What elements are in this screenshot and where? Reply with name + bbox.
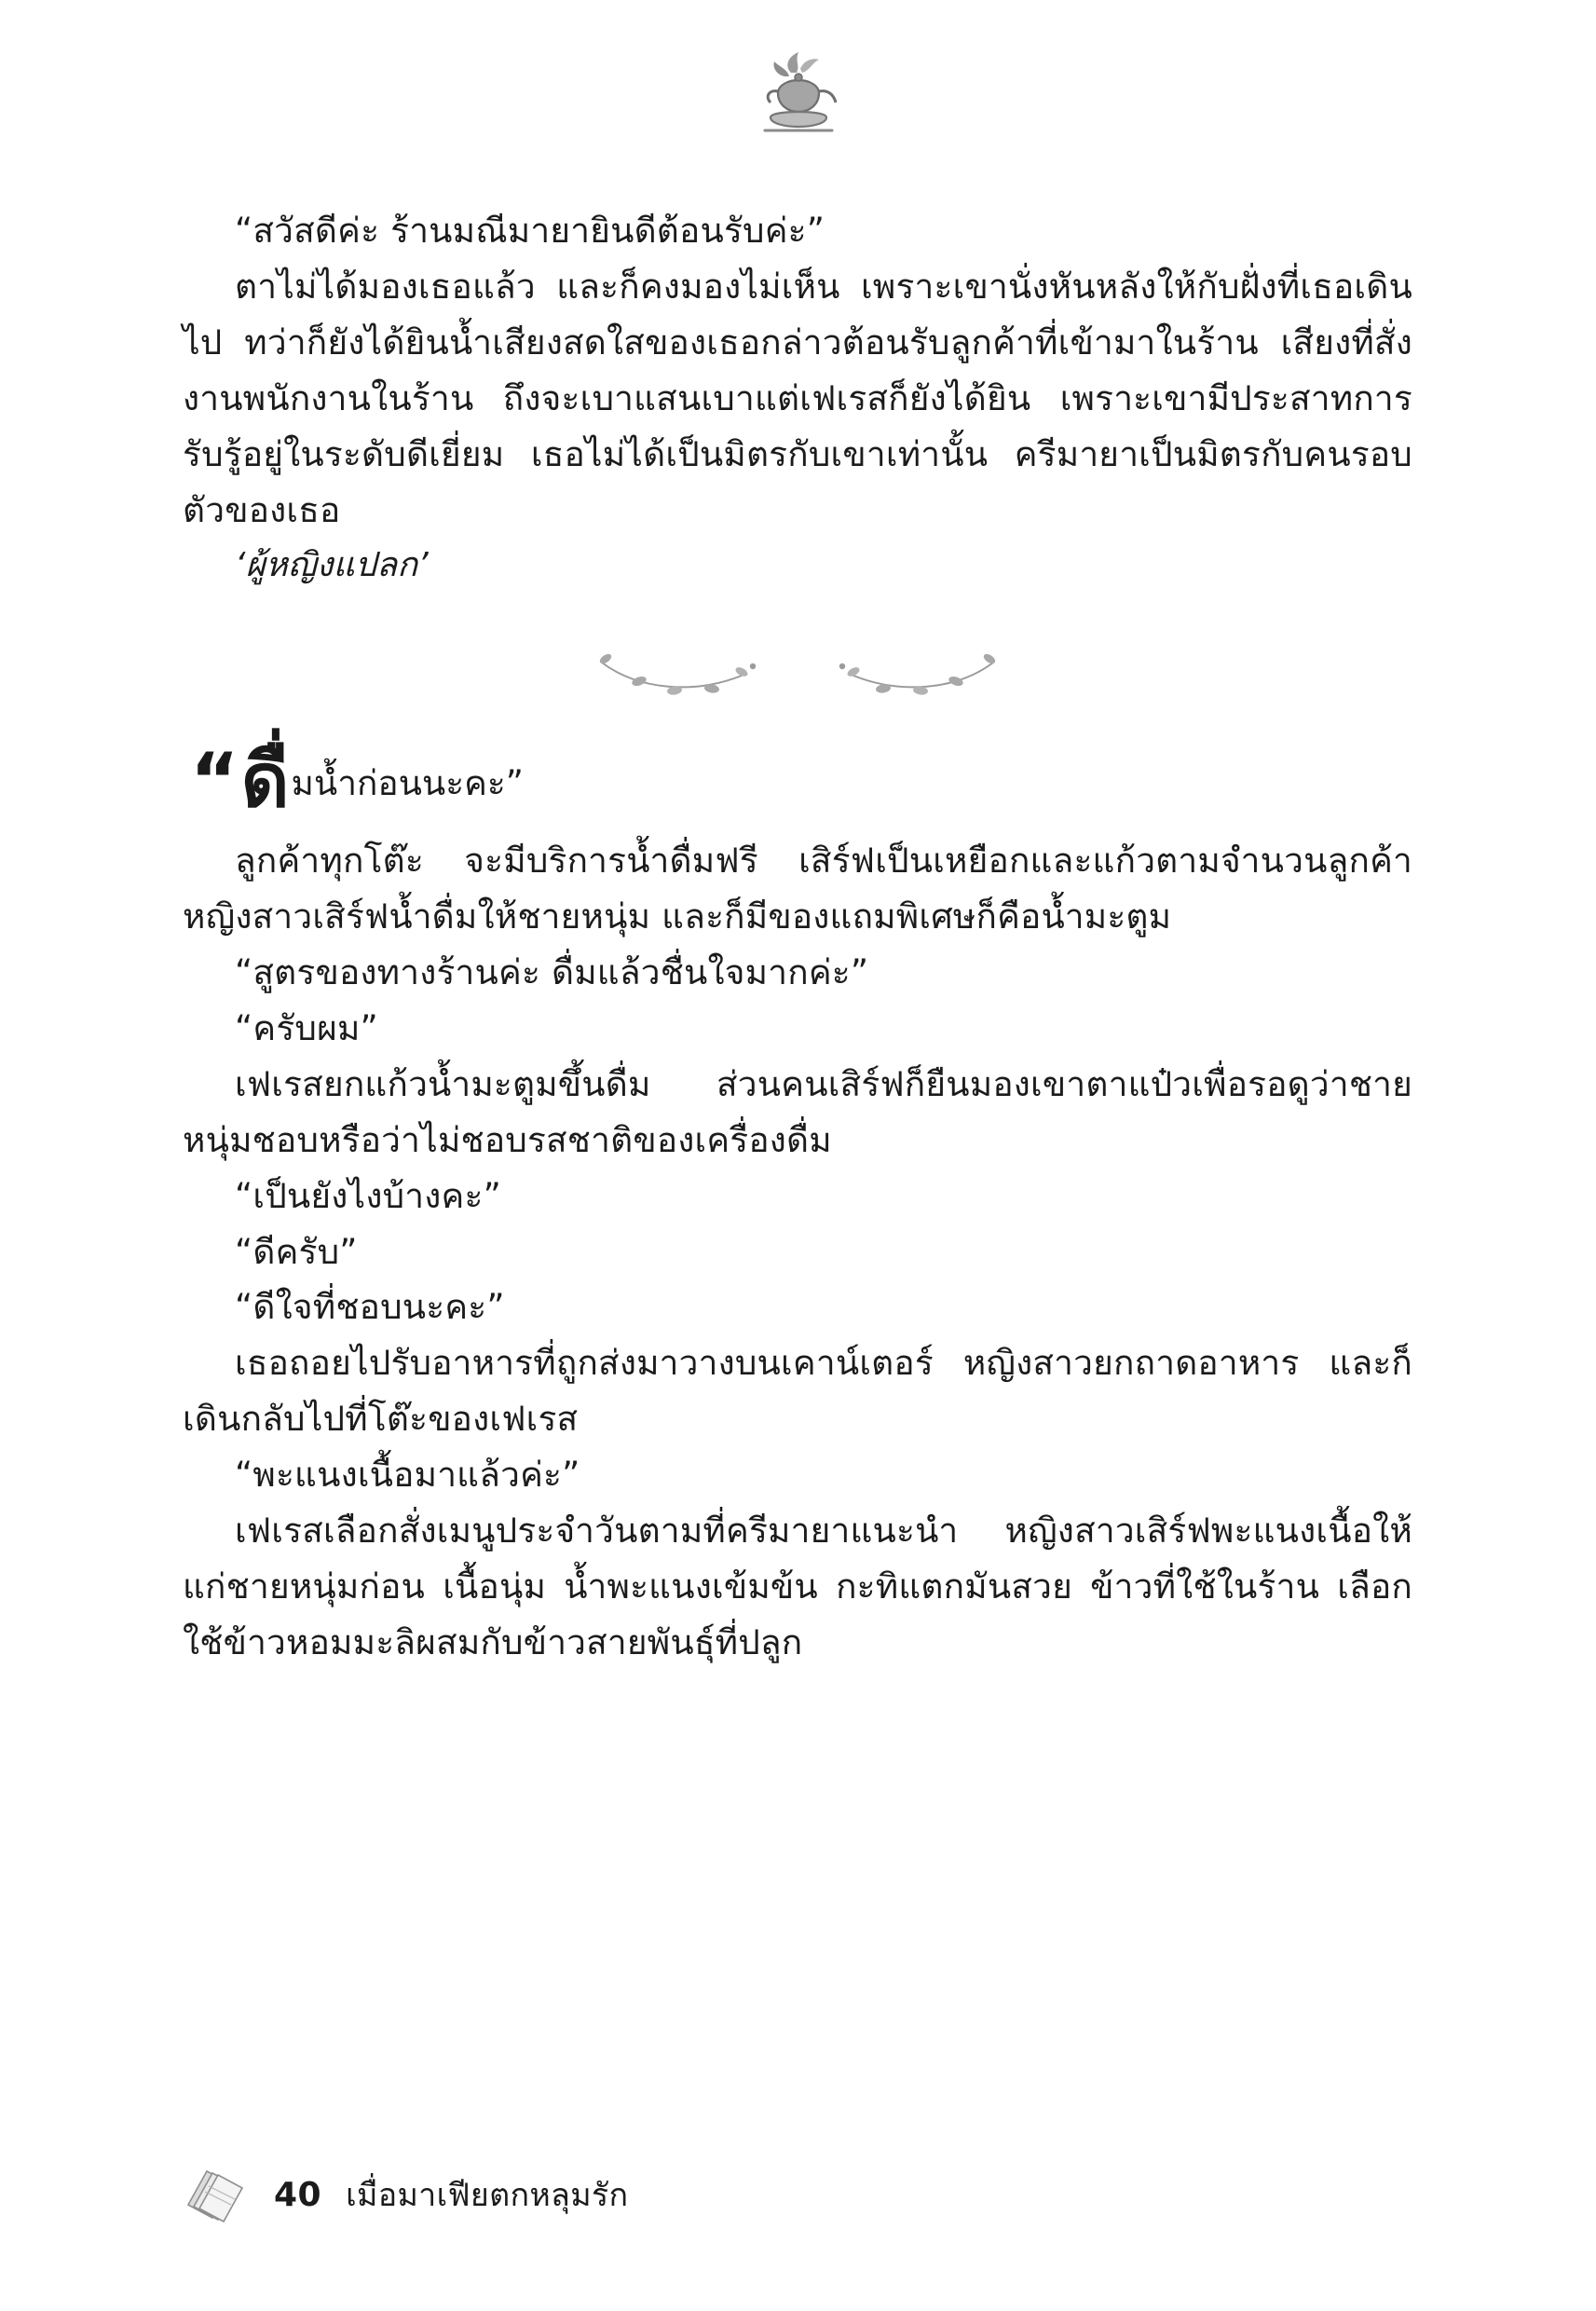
paragraph-10: “ดีใจที่ชอบนะคะ” bbox=[235, 1287, 505, 1328]
page-content bbox=[183, 203, 1412, 1671]
paragraph-12: “พะแนงเนื้อมาแล้วค่ะ” bbox=[235, 1455, 580, 1496]
paragraph-5: “สูตรของทางร้านค่ะ ดื่มแล้วชื่นใจมากค่ะ” bbox=[235, 951, 869, 992]
floral-vine-divider-icon bbox=[583, 650, 1012, 705]
header-ornament bbox=[0, 45, 1596, 147]
dropcap-line bbox=[183, 736, 1412, 824]
dropcap-letter: ดื่ bbox=[240, 736, 290, 824]
paragraph-11: เธอถอยไปรับอาหารที่ถูกส่งมาวางบนเคาน์เตอร์ หญิงสาวยกถาดอาหาร และก็เดินกลับไปที่โต๊ะของเฟเรส bbox=[183, 1343, 1412, 1440]
paragraph-13: เฟเรสเลือกสั่งเมนูประจำวันตามที่ครีมายาแนะนำ หญิงสาวเสิร์ฟพะแนงเนื้อให้แก่ชายหนุ่มก่อน เนื้อนุ่ม น้ำพะแนงเข้มข้น กะทิแตกมันสวย ข้าวที่ใช้ในร้าน เลือกใช้ข้าวหอมมะลิผสมกับข้าวสายพันธุ์ที่ปลูก bbox=[183, 1511, 1412, 1663]
footer-book-title: เมื่อมาเฟียตกหลุมรัก bbox=[346, 2177, 629, 2214]
dropcap-paragraph bbox=[183, 736, 1412, 833]
paragraph-7: เฟเรสยกแก้วน้ำมะตูมขึ้นดื่ม ส่วนคนเสิร์ฟก็ยืนมองเขาตาแป๋วเพื่อรอดูว่าชายหนุ่มชอบหรือว่าไม่ชอบรสชาติของเครื่องดื่ม bbox=[183, 1063, 1412, 1160]
teapot-ornament-icon bbox=[743, 45, 854, 147]
section-divider bbox=[183, 645, 1412, 710]
dropcap-rest: มน้ำก่อนนะคะ” bbox=[291, 762, 524, 803]
paragraph-1: “สวัสดีค่ะ ร้านมณีมายายินดีต้อนรับค่ะ” bbox=[235, 211, 825, 251]
stacked-papers-icon bbox=[183, 2164, 250, 2225]
paragraph-8: “เป็นยังไงบ้างคะ” bbox=[235, 1175, 501, 1216]
dropcap-quote: “ bbox=[190, 736, 239, 824]
paragraph-4: ลูกค้าทุกโต๊ะ จะมีบริการน้ำดื่มฟรี เสิร์ฟเป็นเหยือกและแก้วตามจำนวนลูกค้า หญิงสาวเสิร์ฟน้ำดื่มให้ชายหนุ่ม และก็มีของแถมพิเศษก็คือน้ำมะตูม bbox=[183, 840, 1412, 937]
footer-page-number: 40 bbox=[274, 2175, 322, 2214]
paragraph-6: “ครับผม” bbox=[235, 1007, 378, 1048]
paragraph-2: ตาไม่ได้มองเธอแล้ว และก็คงมองไม่เห็น เพราะเขานั่งหันหลังให้กับฝั่งที่เธอเดินไป ทว่าก็ยังได้ยินน้ำเสียงสดใสของเธอกล่าวต้อนรับลูกค้าที่เข้ามาในร้าน เสียงที่สั่งงานพนักงานในร้าน ถึงจะเบาแสนเบาแต่เฟเรสก็ยังได้ยิน เพราะเขามีประสาทการรับรู้อยู่ในระดับดีเยี่ยม เธอไม่ได้เป็นมิตรกับเขาเท่านั้น ครีมายาเป็นมิตรกับคนรอบตัวของเธอ bbox=[183, 266, 1412, 530]
page-footer bbox=[183, 2164, 1412, 2225]
paragraph-3-italic: ‘ผู้หญิงแปลก’ bbox=[235, 545, 429, 584]
paragraph-9: “ดีครับ” bbox=[235, 1231, 358, 1272]
